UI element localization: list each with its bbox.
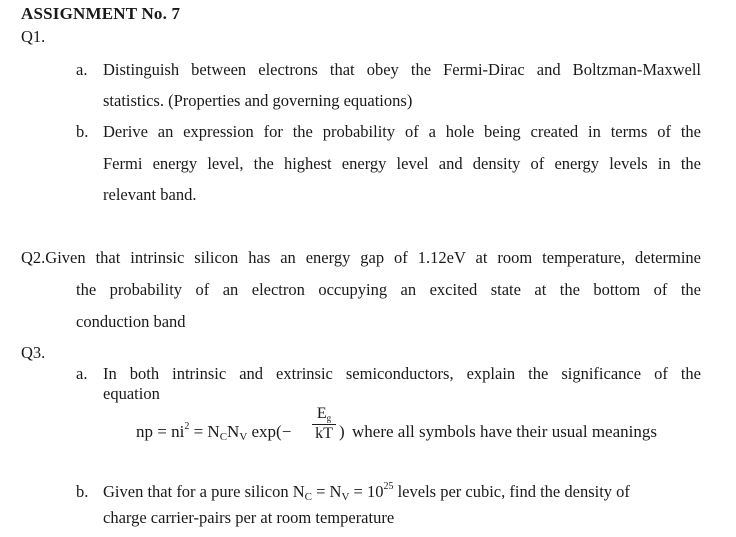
q3-b-text-post: levels per cubic, find the density of [393,482,630,501]
q3-a-line2: equation [103,384,160,403]
q3-b-nc: N [292,482,305,501]
fraction-numerator [317,406,331,423]
q3-b-nc-sub: C [304,491,312,503]
equation-close: ) [339,422,345,441]
q3-b-line1 [103,482,630,502]
q2-line2: the probability of an electron occupying an excited state at the bottom of the [76,280,701,299]
q2-line3: conduction band [76,312,186,331]
q3-a-line1: In both intrinsic and extrinsic semiconductors, explain the significance of the [103,364,701,383]
q3-b-nv-sub: V [341,491,350,503]
equation-sub-v: V [239,431,248,443]
equation-eq-sign: = N [189,422,220,441]
q1-a-line1: Distinguish between electrons that obey the Fermi-Dirac and Boltzman-Maxwell [103,60,701,79]
equation-lhs-text: np = ni [136,422,185,441]
q3-b-eq: = 10 [349,482,384,501]
fraction-num-e: E [316,405,327,422]
q3-label: Q3. [21,343,46,362]
equation-tail: where all symbols have their usual meanings [352,422,657,441]
q3-b-marker: b. [76,482,89,501]
q3-b-mid: = N [311,482,342,501]
equation-lhs-sup: 2 [184,421,190,432]
fraction-num-sub: g [326,413,332,423]
q3-b-line2: charge carrier-pairs per at room temperature [103,508,395,527]
assignment-title: ASSIGNMENT No. 7 [21,4,181,23]
q1-b-marker: b. [76,122,89,141]
q1-a-marker: a. [76,60,88,79]
equation-lhs [136,422,291,442]
q3-b-text-pre: Given that for a pure silicon [103,482,293,501]
q2-line1: Q2.Given that intrinsic silicon has an energy gap of 1.12eV at room temperature, determine [21,248,701,267]
equation-nv: N [227,422,240,441]
q1-b-line2: Fermi energy level, the highest energy level and density of energy levels in the [103,154,701,173]
equation-fraction [312,406,336,442]
q1-a-line2: statistics. (Properties and governing equations) [103,91,413,110]
fraction-denominator: kT [315,425,333,442]
equation-exp: exp(− [247,422,292,441]
q1-b-line3: relevant band. [103,185,197,204]
equation-sub-c: C [219,431,228,443]
q3-a-marker: a. [76,364,88,383]
q1-b-line1: Derive an expression for the probability of a hole being created in terms of the [103,122,701,141]
q3-b-exp-sup: 25 [383,481,394,492]
q1-label: Q1. [21,27,46,46]
